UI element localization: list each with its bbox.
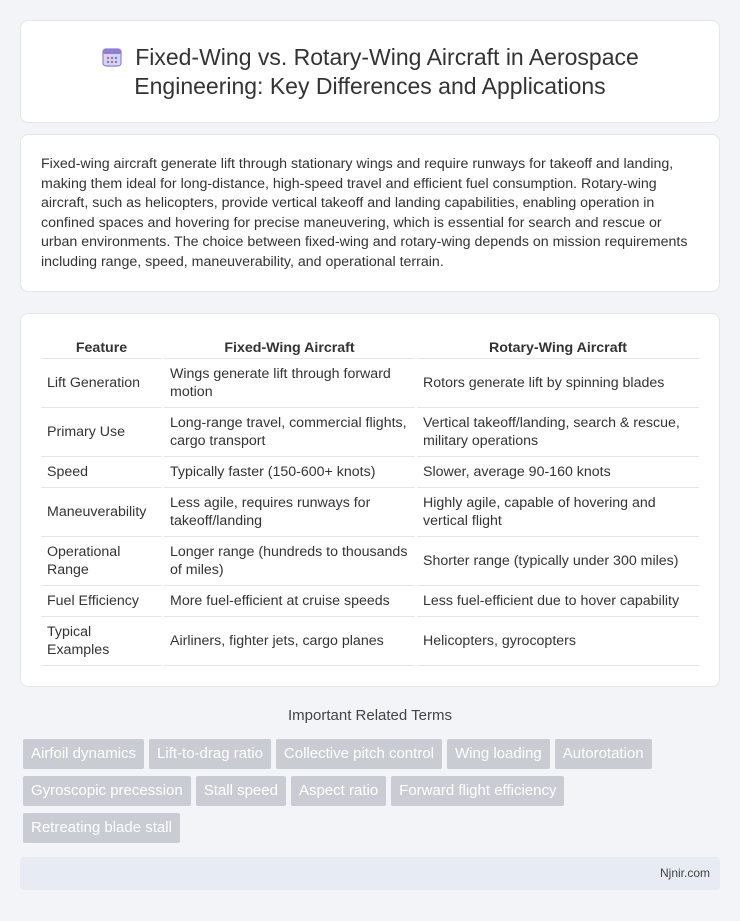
term-tag[interactable]: Aspect ratio [291, 776, 386, 806]
table-row [41, 585, 699, 616]
table-cell-fixed: Wings generate lift through forward motion [163, 358, 416, 407]
footer-site-link[interactable]: Njnir.com [659, 866, 710, 880]
table-cell-rotary: Less fuel-efficient due to hover capability [416, 585, 699, 616]
title-card [20, 20, 720, 123]
table-header-row [41, 334, 699, 358]
term-tag[interactable]: Autorotation [555, 739, 652, 769]
table-cell-feature: Maneuverability [41, 487, 163, 536]
table-cell-fixed: Airliners, fighter jets, cargo planes [163, 616, 416, 665]
table-cell-rotary: Rotors generate lift by spinning blades [416, 358, 699, 407]
table-cell-fixed: Typically faster (150-600+ knots) [163, 456, 416, 487]
table-cell-feature: Typical Examples [41, 616, 163, 665]
term-tag[interactable]: Retreating blade stall [23, 813, 180, 843]
table-cell-fixed: Long-range travel, commercial flights, cargo transport [163, 407, 416, 456]
table-row [41, 456, 699, 487]
table-row [41, 616, 699, 665]
related-terms-list [23, 739, 713, 850]
calendar-icon [101, 46, 123, 68]
term-tag[interactable]: Gyroscopic precession [23, 776, 191, 806]
term-tag[interactable]: Forward flight efficiency [391, 776, 564, 806]
term-tag[interactable]: Wing loading [447, 739, 550, 769]
term-tag[interactable]: Stall speed [196, 776, 286, 806]
table-row [41, 407, 699, 456]
term-tag[interactable]: Collective pitch control [276, 739, 442, 769]
table-row [41, 358, 699, 407]
table-cell-rotary: Vertical takeoff/landing, search & rescue, military operations [416, 407, 699, 456]
table-cell-feature: Operational Range [41, 536, 163, 585]
table-cell-fixed: Less agile, requires runways for takeoff/landing [163, 487, 416, 536]
title-line-1: Fixed-Wing vs. Rotary-Wing Aircraft in Aerospace [135, 44, 639, 70]
header-rotary-wing: Rotary-Wing Aircraft [416, 334, 699, 358]
footer [20, 857, 720, 890]
header-feature: Feature [41, 334, 163, 358]
table-row [41, 487, 699, 536]
table-cell-fixed: More fuel-efficient at cruise speeds [163, 585, 416, 616]
table-cell-feature: Fuel Efficiency [41, 585, 163, 616]
table-cell-rotary: Highly agile, capable of hovering and vertical flight [416, 487, 699, 536]
summary-card [20, 134, 720, 292]
summary-text: Fixed-wing aircraft generate lift through stationary wings and require runways for takeoff and landing, making them ideal for long-distance, high-speed travel and efficient fuel consumption. Rotary-wing aircraft, such as helicopters, provide vertical takeoff and landing capabilities, enabling operation in confined spaces and hovering for precise maneuvering, which is essential for search and rescue or urban environments. The choice between fixed-wing and rotary-wing depends on mission requirements including range, speed, maneuverability, and operational terrain. [41, 156, 688, 270]
table-cell-fixed: Longer range (hundreds to thousands of miles) [163, 536, 416, 585]
comparison-card [20, 313, 720, 687]
table-cell-rotary: Shorter range (typically under 300 miles) [416, 536, 699, 585]
table-row [41, 536, 699, 585]
comparison-table [41, 334, 699, 666]
page-title [21, 43, 719, 101]
term-tag[interactable]: Lift-to-drag ratio [149, 739, 271, 769]
header-fixed-wing: Fixed-Wing Aircraft [163, 334, 416, 358]
table-cell-rotary: Helicopters, gyrocopters [416, 616, 699, 665]
table-cell-feature: Primary Use [41, 407, 163, 456]
term-tag[interactable]: Airfoil dynamics [23, 739, 144, 769]
related-terms-title: Important Related Terms [288, 707, 452, 724]
table-cell-feature: Speed [41, 456, 163, 487]
table-cell-feature: Lift Generation [41, 358, 163, 407]
title-line-2: Engineering: Key Differences and Applications [134, 73, 606, 99]
table-cell-rotary: Slower, average 90-160 knots [416, 456, 699, 487]
